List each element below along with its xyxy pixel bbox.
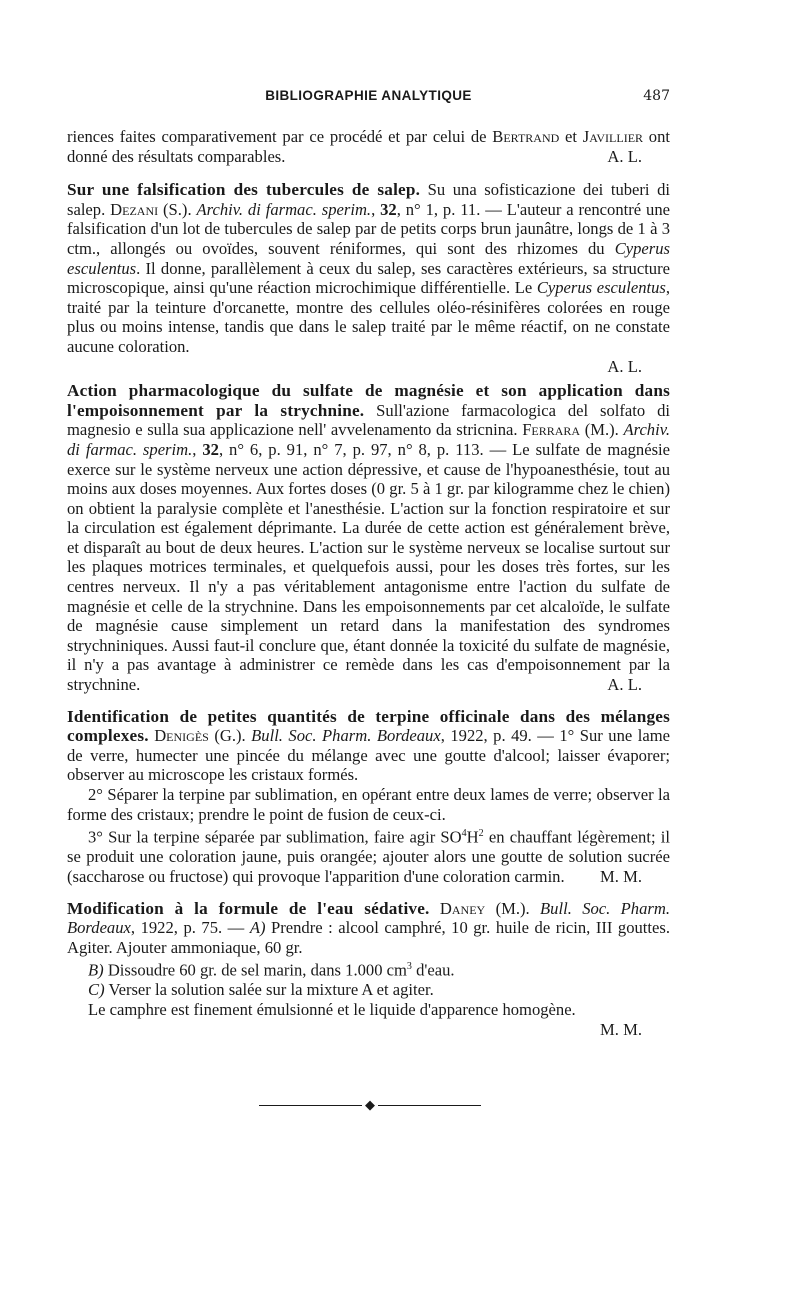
signature: A. L. bbox=[607, 356, 642, 376]
signature: A. L. bbox=[607, 675, 642, 695]
signature: M. M. bbox=[600, 1019, 642, 1039]
article-step: B) Dissoudre 60 gr. de sel marin, dans 1.000 $cm^3$ d'eau. bbox=[88, 960, 455, 980]
ornament-rule-right bbox=[378, 1105, 481, 1106]
journal-name: Bull. Soc. Pharm. Bordeaux bbox=[67, 898, 670, 938]
ornament-rule-left bbox=[259, 1105, 362, 1106]
author-name: Ferrara bbox=[522, 420, 581, 440]
article-step: 2° Séparer la terpine par sublimation, en opérant entre deux lames de verre; observer la forme des cristaux; prendre le point de fusion de ceux-ci. bbox=[67, 785, 670, 824]
article-sedative bbox=[67, 899, 670, 1040]
signature: M. M. bbox=[600, 866, 642, 886]
article-text: Identification de petites quantités de terpine officinale dans des mélanges complexes. Denigès (G.). Bull. Soc. Pharm. Bordeaux, 1922, p. 49. — 1° Sur une lame de verre, humecter une pincée du mélange avec une goutte d'alcool; laisser évaporer; observer au microscope les cristaux formés. bbox=[67, 706, 670, 785]
species-name: Cyperus esculentus bbox=[67, 238, 670, 278]
journal-name: Archiv. di farmac. sperim. bbox=[196, 199, 372, 219]
article-salep bbox=[67, 180, 670, 376]
page-body bbox=[67, 127, 670, 1039]
article-text: Action pharmacologique du sulfate de magnésie et son application dans l'empoisonnement par la strychnine. Sull'azione farmacologica del solfato di magnesio e sulla sua applicazione nell' avvelenamento da stricnina. Ferrara (M.). Archiv. di farmac. sperim., 32, n° 6, p. 91, n° 7, p. 97, n° 8, p. 113. — Le sulfate de magnésie exerce sur le système nerveux une action dépressive, et cause de l'hypoanesthésie, tout au moins aux doses moyennes. Aux fortes doses (0 gr. 5 à 1 gr. par kilogramme chez le chien) on obtient la paralysie complète et l'anesthésie. L'action sur la fonction respiratoire et sur la circulation est également déprimante. La durée de cette action est généralement brève, et disparaît au bout de deux heures. L'action sur le système nerveux se localise surtout sur les plaques motrices terminales, et quelquefois aussi, pour les doses très fortes, sur les centres nerveux. Il n'y a pas véritablement antagonisme entre l'action du sulfate de magnésie et celle de la strychnine. Dans les empoisonnements par cet alcaloïde, le sulfate de magnésie cause simplement un retard dans la manifestation des syndromes strychniniques. Aussi faut-il conclure que, étant donnée la toxicité du sulfate de magnésie, il n'y a pas avantage à administrer ce remède dans les cas d'empoisonnement par la strychnine. A. L. bbox=[67, 381, 671, 695]
species-name: Cyperus esculentus bbox=[536, 278, 666, 298]
article-text: Modification à la formule de l'eau sédative. Daney (M.). Bull. Soc. Pharm. Bordeaux, 1922, p. 75. — A) Prendre : alcool camphré, 10 gr. huile de ricin, III gouttes. Agiter. Ajouter ammoniaque, 60 gr. bbox=[67, 898, 671, 957]
article-step: Le camphre est finement émulsionné et le liquide d'apparence homogène. bbox=[88, 1000, 576, 1019]
signature: A. L. bbox=[607, 146, 642, 166]
author-name: Daney bbox=[439, 898, 486, 918]
article-step: C) Verser la solution salée sur la mixture A et agiter. bbox=[88, 980, 434, 1000]
page-header bbox=[67, 88, 670, 108]
journal-name: Bull. Soc. Pharm. Bordeaux bbox=[251, 726, 441, 746]
author-name: Dezani bbox=[110, 199, 159, 219]
page-number: 487 bbox=[643, 88, 670, 104]
author-name: Javillier bbox=[582, 127, 644, 146]
article-terpine bbox=[67, 707, 670, 887]
article-title: Modification à la formule de l'eau sédative. bbox=[67, 898, 430, 918]
article-title: Sur une falsification des tubercules de salep. bbox=[67, 180, 421, 200]
author-name: Bertrand bbox=[492, 127, 560, 146]
section-end-ornament bbox=[259, 1098, 481, 1114]
intro-paragraph: riences faites comparativement par ce procédé et par celui de Bertrand et Javillier ont donné des résultats comparables. A. L. bbox=[67, 127, 671, 166]
article-step: 3° Sur la terpine séparée par sublimation, faire agir $SO^4H^2$ en chauffant légèrement; il se produit une coloration jaune, puis orangée; ajouter alors une goutte de solution sucrée (saccharose ou fructose) qui provoque l'apparition d'une coloration carmin. M. M. bbox=[67, 827, 670, 886]
article-title: Action pharmacologique du sulfate de magnésie et son application dans l'empoisonnement par la strychnine. bbox=[67, 381, 670, 420]
journal-name: Archiv. di farmac. sperim. bbox=[67, 420, 671, 459]
article-title: Identification de petites quantités de terpine officinale dans des mélanges complexes. bbox=[67, 706, 670, 746]
article-text: Sur une falsification des tubercules de salep. Su una sofisticazione dei tuberi di salep. Dezani (S.). Archiv. di farmac. sperim., 32, n° 1, p. 11. — L'auteur a rencontré une falsification d'un lot de tubercules de salep par de petits corps brun jaunâtre, longs de 1 à 3 ctm., allongés ou ovoïdes, souvent réniformes, qui sont des rhizomes du Cyperus esculentus. Il donne, parallèlement à ceux du salep, ses caractères extérieurs, sa structure microscopique, ainsi qu'une réaction microchimique différentielle. Le Cyperus esculentus, traité par la teinture d'orcanette, montre des cellules oléo-résinifères colorées en rouge plus ou moins intense, tandis que dans le salep traité par le même réactif, on ne constate aucune coloration. bbox=[67, 180, 671, 356]
author-name: Denigès bbox=[154, 726, 209, 746]
diamond-icon: ◆ bbox=[365, 1098, 375, 1113]
article-magnesie bbox=[67, 381, 670, 695]
running-title: BIBLIOGRAPHIE ANALYTIQUE bbox=[265, 88, 472, 103]
